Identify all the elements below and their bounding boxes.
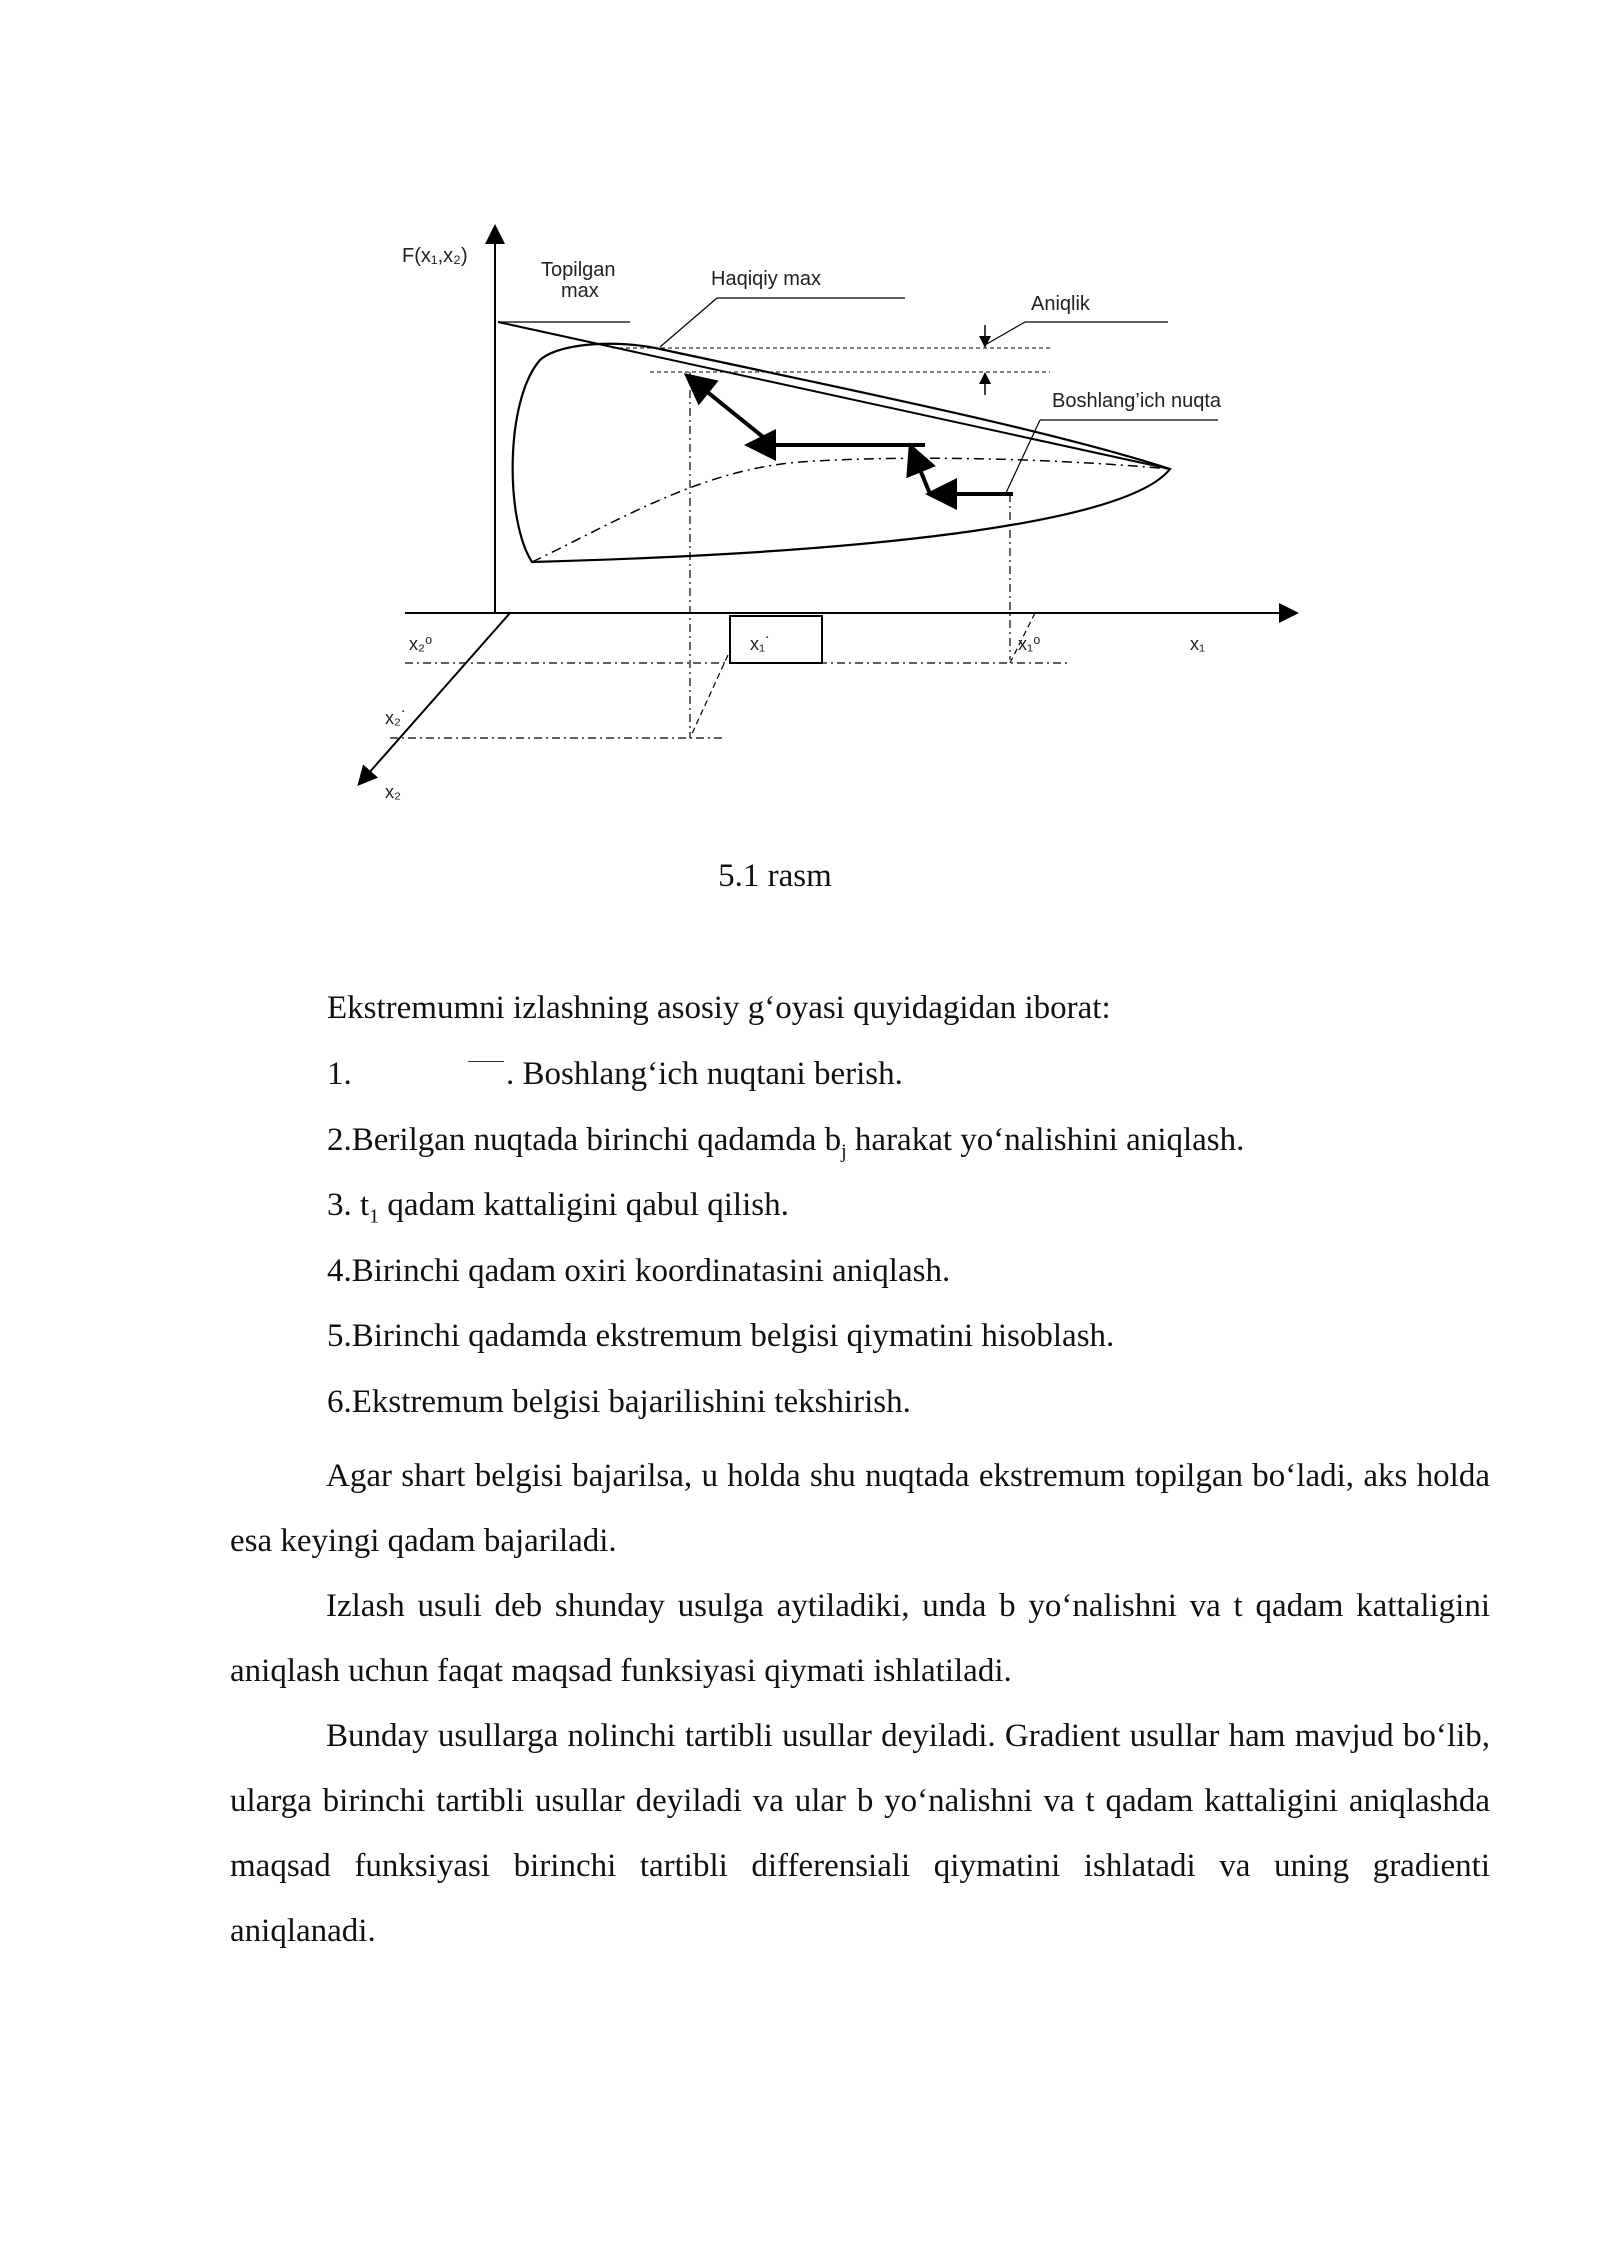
step-5: 5.Birinchi qadamda ekstremum belgisi qiymatini hisoblash. (327, 1318, 1115, 1354)
x1-label: x₁ (1190, 634, 1206, 654)
paragraph-2: Izlash usuli deb shunday usulga aytiladiki, unda b yo‘nalishni va t qadam kattaligini aniqlash uchun faqat maqsad funksiyasi qiymati ishlatiladi. (230, 1588, 1490, 1689)
step-3 (327, 1187, 789, 1229)
boshlangich-leader (1005, 420, 1040, 495)
step-1-number: 1. (327, 1056, 352, 1092)
step-3-a: 3. t (327, 1187, 370, 1223)
haqiqiy-leader (660, 298, 717, 347)
step-2-a: 2.Berilgan nuqtada birinchi qadamda b (327, 1122, 842, 1158)
step-3-b: qadam kattaligini qabul qilish. (379, 1187, 789, 1223)
inner-dash-curve (532, 458, 1170, 562)
aniqlik-leader (985, 322, 1025, 345)
x1-star-label: x₁˙ (750, 634, 772, 654)
step-2 (327, 1122, 1244, 1164)
intro-text: Ekstremumni izlashning asosiy g‘oyasi quyidagidan iborat: (327, 990, 1111, 1026)
extremum-search-diagram (0, 0, 1600, 820)
step-arrow-4 (690, 378, 773, 445)
y-axis-label: F(x₁,x₂) (402, 245, 468, 267)
step-3-sub: 1 (369, 1205, 380, 1228)
step-2-sub: j (841, 1140, 847, 1163)
x1-0-label: x₁⁰ (1018, 634, 1041, 654)
boshlangich-label: Boshlang’ich nuqta (1052, 390, 1222, 412)
x2-axis (360, 613, 510, 783)
body-paragraphs (230, 1444, 1490, 1964)
step-1-text: . Boshlang‘ich nuqtani berish. (506, 1056, 903, 1092)
step-4: 4.Birinchi qadam oxiri koordinatasini aniqlash. (327, 1253, 951, 1289)
aniqlik-label: Aniqlik (1031, 293, 1090, 315)
step-arrow-2 (912, 450, 930, 494)
paragraph-1: Agar shart belgisi bajarilsa, u holda shu nuqtada ekstremum topilgan bo‘ladi, aks holda esa keyingi qadam bajariladi. (230, 1458, 1490, 1559)
topilgan-label: Topilgan (541, 259, 616, 281)
figure-caption: 5.1 rasm (718, 858, 832, 894)
paragraph-3: Bunday usullarga nolinchi tartibli usullar deyiladi. Gradient usullar ham mavjud bo‘lib, ularga birinchi tartibli usullar deyiladi va ular b yo‘nalishni va t qadam kattaligini aniqlashda maqsad funksiyasi birinchi tartibli differensiali qiymatini ishlatadi va uning gradienti aniqlanadi. (230, 1718, 1490, 1949)
x2-star-label: x₂˙ (385, 708, 407, 728)
x1-star-slant (690, 655, 728, 738)
topilgan-max-label: max (561, 280, 599, 302)
x1-star-box (730, 616, 822, 663)
haqiqiy-label: Haqiqiy max (711, 268, 822, 290)
step-2-b: harakat yo‘nalishini aniqlash. (846, 1122, 1245, 1158)
step-1-overline (468, 1061, 504, 1062)
x2-0-label: x₂⁰ (409, 634, 433, 654)
step-6: 6.Ekstremum belgisi bajarilishini tekshirish. (327, 1384, 911, 1420)
contour-curve (513, 344, 1170, 562)
x2-label: x₂ (385, 782, 401, 802)
